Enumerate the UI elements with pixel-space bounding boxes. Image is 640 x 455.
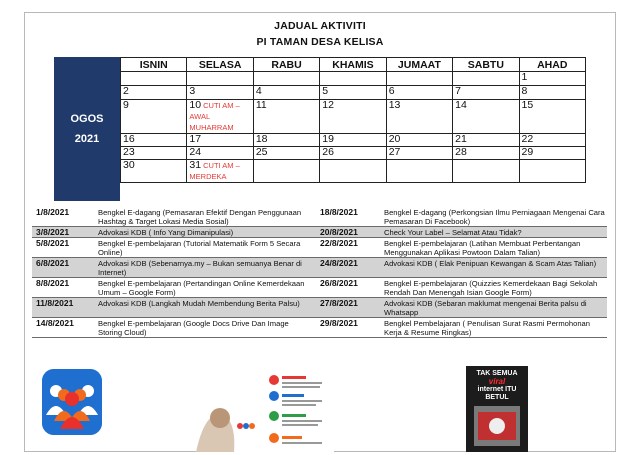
calendar-day-cell xyxy=(519,134,585,147)
activity-date: 24/8/2021 xyxy=(320,258,358,268)
calendar-day-cell xyxy=(121,100,187,134)
calendar-day-cell xyxy=(320,86,386,100)
calendar-day-number: 13 xyxy=(388,99,401,111)
calendar-day-cell xyxy=(519,160,585,183)
calendar-day-cell xyxy=(320,100,386,134)
activity-date: 3/8/2021 xyxy=(36,227,70,237)
calendar-week-row xyxy=(121,160,586,183)
calendar-day-cell xyxy=(386,134,452,147)
activity-date: 11/8/2021 xyxy=(36,298,74,308)
calendar-day-cell xyxy=(386,160,452,183)
activity-date: 22/8/2021 xyxy=(320,238,358,248)
calendar-day-number: 25 xyxy=(255,146,268,158)
activity-description: Advokasi KDB (Langkah Mudah Membendung Berita Palsu) xyxy=(98,299,300,308)
activity-date: 8/8/2021 xyxy=(36,278,70,288)
calendar-day-number: 2 xyxy=(123,85,129,97)
activity-description: Bengkel E-dagang (Perkongsian Ilmu Perniagaan Mengenai Cara Pemasaran Di Facebook) xyxy=(384,208,605,226)
calendar-day-number: 14 xyxy=(455,99,467,111)
calendar-day-number: 6 xyxy=(388,85,395,97)
calendar-day-cell xyxy=(187,100,253,134)
activity-row xyxy=(32,278,607,298)
calendar-day-cell xyxy=(519,86,585,100)
calendar-month-panel xyxy=(54,57,120,201)
calendar-week-row xyxy=(121,134,586,147)
calendar-day-cell xyxy=(253,147,319,160)
calendar-day-cell xyxy=(453,100,519,134)
activity-description: Bengkel E-pembelajaran (Tutorial Matematik Form 5 Secara Online) xyxy=(98,239,301,257)
activity-description: Bengkel E-pembelajaran (Quizzies Kemerdekaan Bagi Sekolah Rendah Dan Menengah Isian Google Form) xyxy=(384,279,598,297)
day-header: RABU xyxy=(253,58,319,72)
calendar-day-number: 27 xyxy=(388,146,401,158)
calendar-day-number: 26 xyxy=(322,146,334,158)
activity-row xyxy=(32,258,607,278)
page-title: JADUAL AKTIVITI xyxy=(274,20,366,32)
calendar-day-cell xyxy=(320,147,386,160)
page-subtitle: PI TAMAN DESA KELISA xyxy=(256,36,384,48)
holiday-note: CUTI AM – MERDEKA xyxy=(189,161,240,181)
calendar-day-cell xyxy=(121,134,187,147)
activity-date: 14/8/2021 xyxy=(36,318,74,328)
calendar-day-cell xyxy=(187,134,253,147)
calendar-day-number: 29 xyxy=(521,146,534,158)
activity-description: Bengkel E-pembelajaran (Google Docs Drive Dan Image Storing Cloud) xyxy=(98,319,289,337)
calendar-day-cell xyxy=(519,100,585,134)
activity-row xyxy=(32,227,607,238)
calendar-day-cell xyxy=(187,86,253,100)
calendar-day-number: 4 xyxy=(255,85,262,97)
calendar-day-cell xyxy=(121,86,187,100)
calendar-day-cell xyxy=(453,160,519,183)
calendar-day-number: 28 xyxy=(455,146,467,158)
calendar xyxy=(54,57,586,201)
activity-date: 29/8/2021 xyxy=(320,318,358,328)
activity-date: 1/8/2021 xyxy=(36,207,70,217)
calendar-week-row xyxy=(121,147,586,160)
activity-description: Advokasi KDB ( Info Yang Dimanipulasi) xyxy=(98,228,234,237)
calendar-day-number: 19 xyxy=(322,133,334,145)
activity-description: Bengkel E-dagang (Pemasaran Efektif Dengan Penggunaan Hashtag & Target Lokasi Media Sosial) xyxy=(98,208,302,226)
activity-date: 6/8/2021 xyxy=(36,258,70,268)
calendar-day-number: 1 xyxy=(521,71,528,83)
calendar-day-cell xyxy=(386,147,452,160)
holiday-note: CUTI AM – AWAL MUHARRAM xyxy=(189,101,240,132)
calendar-day-number: 21 xyxy=(455,133,467,145)
day-header: JUMAAT xyxy=(386,58,452,72)
activity-date: 26/8/2021 xyxy=(320,278,358,288)
calendar-day-cell xyxy=(453,147,519,160)
calendar-day-cell xyxy=(386,100,452,134)
calendar-day-number: 23 xyxy=(123,146,135,158)
people-group-icon xyxy=(42,369,102,435)
calendar-day-cell xyxy=(253,86,319,100)
activity-description: Check Your Label – Selamat Atau Tidak? xyxy=(384,228,522,237)
activity-description: Bengkel E-pembelajaran (Pertandingan Online Kemerdekaan Umum – Google Form) xyxy=(98,279,305,297)
calendar-month: OGOS xyxy=(70,113,104,125)
activity-date: 20/8/2021 xyxy=(320,227,358,237)
calendar-day-number: 31 xyxy=(189,159,202,171)
calendar-day-number: 20 xyxy=(388,133,401,145)
calendar-week-row xyxy=(121,72,586,86)
calendar-day-cell xyxy=(121,147,187,160)
calendar-day-cell xyxy=(519,147,585,160)
activity-description: Bengkel E-pembelajaran (Latihan Membuat Perbentangan Menggunakan Aplikasi Powtoon Dalam Talian) xyxy=(384,239,581,257)
calendar-day-cell xyxy=(253,160,319,183)
calendar-day-number: 12 xyxy=(322,99,334,111)
day-header: ISNIN xyxy=(121,58,187,72)
activity-row xyxy=(32,298,607,318)
calendar-day-number: 7 xyxy=(455,85,461,97)
calendar-day-number: 30 xyxy=(123,159,135,171)
book-title-top: TAK SEMUA xyxy=(476,370,518,377)
calendar-day-cell xyxy=(320,160,386,183)
calendar-header-row xyxy=(121,58,586,72)
calendar-day-cell xyxy=(320,72,386,86)
calendar-day-number: 15 xyxy=(521,99,534,111)
activity-date: 5/8/2021 xyxy=(36,238,70,248)
calendar-day-cell xyxy=(386,72,452,86)
activity-row xyxy=(32,207,607,227)
calendar-day-cell xyxy=(386,86,452,100)
calendar-day-number: 9 xyxy=(123,99,129,111)
calendar-day-cell xyxy=(187,147,253,160)
calendar-day-cell xyxy=(519,72,585,86)
day-header: KHAMIS xyxy=(320,58,386,72)
calendar-day-number: 8 xyxy=(521,85,528,97)
calendar-day-cell xyxy=(253,100,319,134)
calendar-day-cell xyxy=(253,72,319,86)
calendar-week-row xyxy=(121,86,586,100)
book-title-mid: viral xyxy=(488,377,506,386)
book-cover-graphic xyxy=(466,366,528,452)
calendar-day-number: 24 xyxy=(189,146,202,158)
poster-graphic xyxy=(196,366,334,452)
calendar-day-number: 18 xyxy=(255,133,268,145)
day-header: AHAD xyxy=(519,58,585,72)
calendar-day-number: 11 xyxy=(255,99,267,111)
activity-description: Advokasi KDB (Sebaran maklumat mengenai Berita palsu di Whatsapp xyxy=(384,299,587,317)
day-header: SABTU xyxy=(453,58,519,72)
calendar-day-number: 17 xyxy=(189,133,202,145)
activity-date: 18/8/2021 xyxy=(320,207,358,217)
dashboard-poster-image xyxy=(196,366,334,452)
activity-row xyxy=(32,318,607,338)
calendar-grid xyxy=(120,57,586,183)
calendar-day-number: 10 xyxy=(189,99,202,111)
calendar-year: 2021 xyxy=(74,133,100,145)
calendar-week-row xyxy=(121,100,586,134)
activity-table xyxy=(32,207,607,338)
calendar-day-cell xyxy=(187,72,253,86)
calendar-day-number: 3 xyxy=(189,85,196,97)
calendar-day-cell xyxy=(253,134,319,147)
calendar-day-cell xyxy=(187,160,253,183)
activity-description: Bengkel Pembelajaran ( Penulisan Surat Rasmi Permohonan Kerja & Resume Ringkas) xyxy=(384,319,590,337)
calendar-day-cell xyxy=(453,134,519,147)
calendar-day-cell xyxy=(320,134,386,147)
calendar-day-cell xyxy=(121,72,187,86)
community-logo-image xyxy=(42,369,102,435)
activity-row xyxy=(32,238,607,258)
activity-description: Advokasi KDB (Sebenarnya.my – Bukan semuanya Benar di Internet) xyxy=(98,259,302,277)
book-title-bot: internet ITU BETUL xyxy=(477,386,517,401)
calendar-day-number: 5 xyxy=(322,85,329,97)
calendar-day-number: 16 xyxy=(123,133,135,145)
calendar-day-cell xyxy=(453,72,519,86)
book-cover-image xyxy=(466,366,528,452)
activity-description: Advokasi KDB ( Elak Penipuan Kewangan & Scam Atas Talian) xyxy=(384,259,597,268)
calendar-day-cell xyxy=(121,160,187,183)
calendar-day-cell xyxy=(453,86,519,100)
calendar-day-number: 22 xyxy=(521,133,534,145)
activity-date: 27/8/2021 xyxy=(320,298,358,308)
day-header: SELASA xyxy=(187,58,253,72)
